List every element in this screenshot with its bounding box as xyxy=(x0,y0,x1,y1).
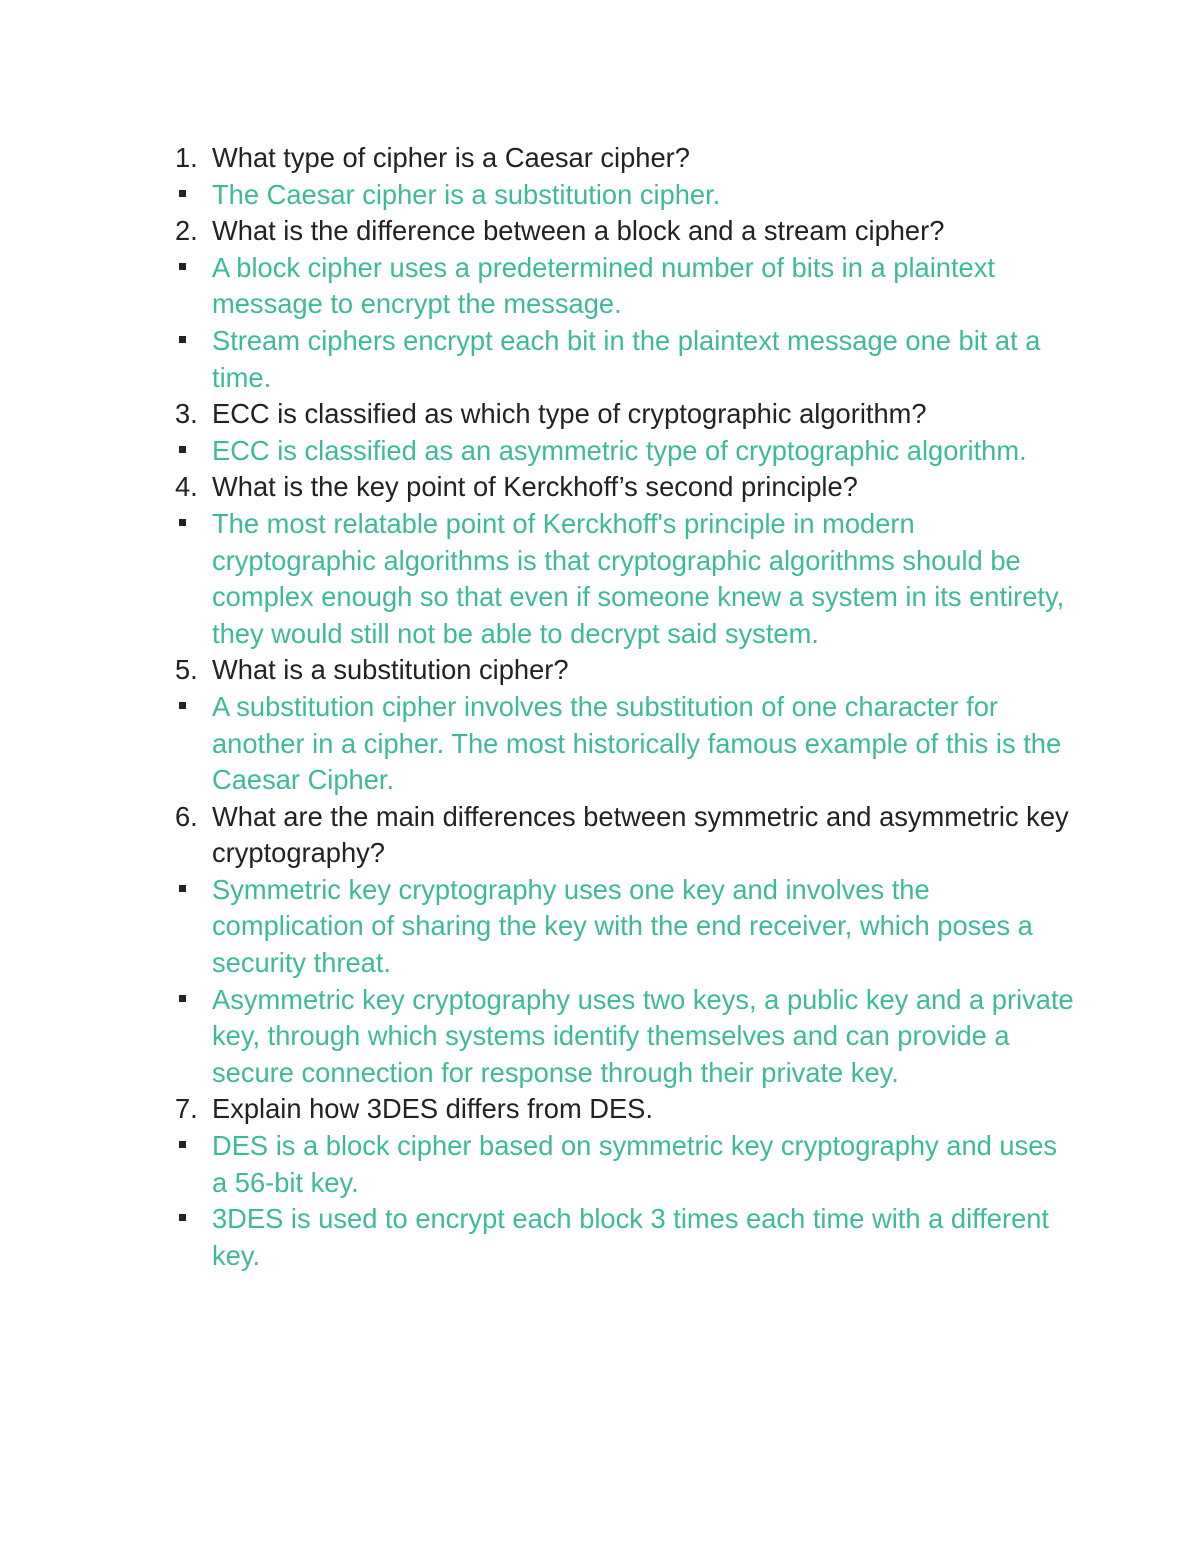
answer-text: ECC is classified as an asymmetric type of cryptographic algorithm. xyxy=(212,434,1027,466)
square-bullet-icon xyxy=(175,177,212,214)
square-bullet-icon xyxy=(175,250,212,323)
question-number: 5. xyxy=(175,654,198,686)
answer-item xyxy=(175,689,1075,799)
answer-item xyxy=(175,433,1075,470)
answer-text: The Caesar cipher is a substitution cipher. xyxy=(212,178,721,210)
question-text: What is the key point of Kerckhoff’s second principle? xyxy=(212,471,858,503)
answer-item xyxy=(175,1128,1075,1201)
answer-item xyxy=(175,506,1075,652)
answer-item xyxy=(175,323,1075,396)
square-bullet-icon xyxy=(175,433,212,470)
answer-item xyxy=(175,1201,1075,1274)
question-text: ECC is classified as which type of cryptographic algorithm? xyxy=(212,398,927,430)
question-item xyxy=(175,799,1075,872)
answer-text: A substitution cipher involves the substitution of one character for another in a cipher. The most historically famous example of this is the Caesar Cipher. xyxy=(212,690,1062,796)
answer-text: DES is a block cipher based on symmetric key cryptography and uses a 56-bit key. xyxy=(212,1130,1058,1198)
question-item xyxy=(175,652,1075,689)
question-text: Explain how 3DES differs from DES. xyxy=(212,1093,653,1125)
question-item xyxy=(175,1091,1075,1128)
answer-text: Symmetric key cryptography uses one key and involves the complication of sharing the key with the end receiver, which poses a security threat. xyxy=(212,873,1033,979)
question-text: What are the main differences between symmetric and asymmetric key cryptography? xyxy=(212,800,1069,869)
answer-text: Asymmetric key cryptography uses two keys, a public key and a private key, through which systems identify themselves and can provide a secure connection for response through their private key. xyxy=(212,983,1074,1088)
qa-list xyxy=(175,140,1075,1274)
question-item xyxy=(175,396,1075,433)
answer-item xyxy=(175,872,1075,982)
answer-text: 3DES is used to encrypt each block 3 times each time with a different key. xyxy=(212,1203,1050,1271)
question-number: 1. xyxy=(175,142,198,173)
question-item xyxy=(175,140,1075,177)
question-item xyxy=(175,213,1075,250)
question-number: 4. xyxy=(175,471,198,503)
answer-text: The most relatable point of Kerckhoff's principle in modern cryptographic algorithms is that cryptographic algorithms should be complex enough so that even if someone knew a system in its entirety, they would still not be able to decrypt said system. xyxy=(212,507,1065,649)
square-bullet-icon xyxy=(175,323,212,396)
square-bullet-icon xyxy=(175,689,212,799)
answer-text: A block cipher uses a predetermined number of bits in a plaintext message to encrypt the message. xyxy=(212,251,995,320)
answer-item xyxy=(175,982,1075,1092)
question-item xyxy=(175,469,1075,506)
square-bullet-icon xyxy=(175,506,212,652)
question-text: What type of cipher is a Caesar cipher? xyxy=(212,142,690,173)
question-text: What is the difference between a block and a stream cipher? xyxy=(212,215,945,247)
question-number: 7. xyxy=(175,1093,198,1125)
question-text: What is a substitution cipher? xyxy=(212,654,569,686)
answer-item xyxy=(175,250,1075,323)
square-bullet-icon xyxy=(175,1128,212,1201)
answer-item xyxy=(175,177,1075,214)
square-bullet-icon xyxy=(175,982,212,1092)
square-bullet-icon xyxy=(175,1201,212,1274)
question-number: 3. xyxy=(175,398,198,430)
answer-text: Stream ciphers encrypt each bit in the plaintext message one bit at a time. xyxy=(212,324,1041,393)
question-number: 6. xyxy=(175,800,198,832)
square-bullet-icon xyxy=(175,872,212,982)
question-number: 2. xyxy=(175,215,198,247)
